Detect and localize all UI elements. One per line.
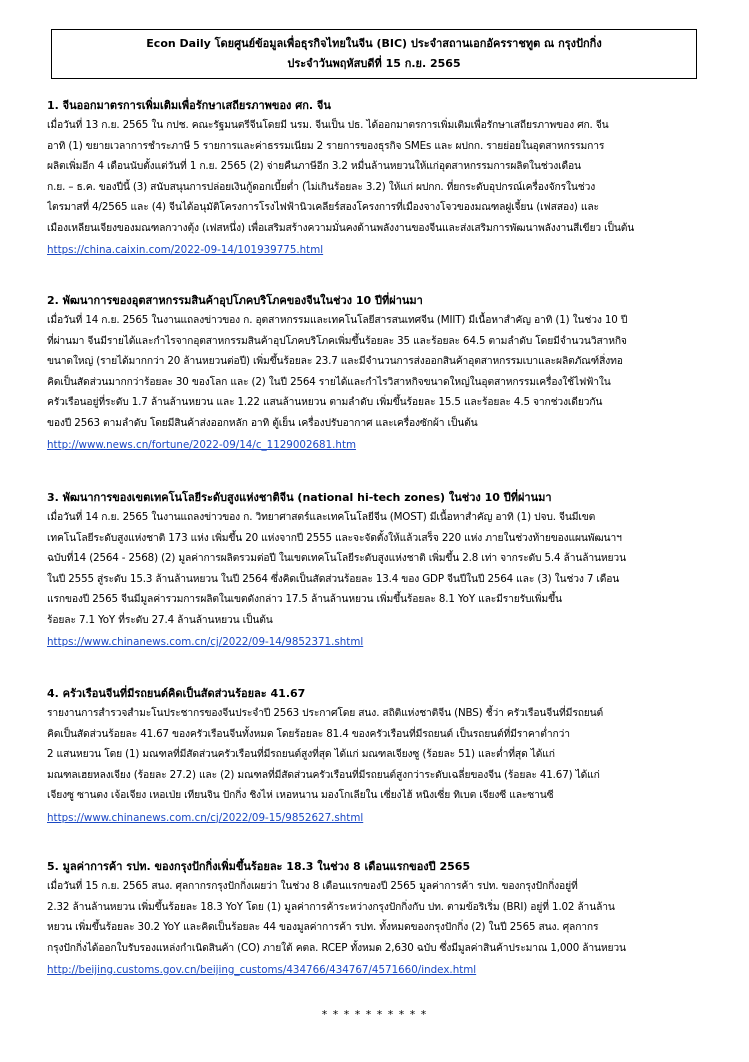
paragraph-line: คิดเป็นสัดส่วนมากกว่าร้อยละ 30 ของโลก และ (2) ในปี 2564 รายได้และกำไรวิสาหกิจขนาดใหญ่ในอุตสาหกรรมเครื่องใช้ไฟฟ้าใน — [47, 375, 611, 388]
paragraph-line: เมื่อวันที่ 14 ก.ย. 2565 ในงานแถลงข่าวของ ก. อุตสาหกรรมและเทคโนโลยีสารสนเทศจีน (MIIT) มีเนื้อหาสำคัญ อาทิ (1) ในช่วง 10 ปี — [47, 314, 628, 326]
paragraph-line: เจียงซู ซานตง เจ้อเจียง เหอเป่ย เทียนจิน ปักกิ่ง ชิงไห่ เหอหนาน มองโกเลียใน เซี่ยงไฮ้ หนิงเซี่ย ทิเบต เจียงซี และซานซี — [47, 789, 554, 801]
section-title: 5. มูลค่าการค้า รปท. ของกรุงปักกิ่งเพิ่มขึ้นร้อยละ 18.3 ในช่วง 8 เดือนแรกของปี 2565 — [47, 860, 471, 873]
news-section-5 — [47, 858, 727, 981]
section-title: 1. จีนออกมาตรการเพิ่มเติมเพื่อรักษาเสถียรภาพของ ศก. จีน — [47, 99, 331, 112]
news-section-3 — [47, 489, 727, 653]
header-date: ประจำวันพฤหัสบดีที่ 15 ก.ย. 2565 — [287, 57, 461, 70]
paragraph-line: ผลิตเพิ่มอีก 4 เดือนนับตั้งแต่วันที่ 1 ก.ย. 2565 (2) จ่ายคืนภาษีอีก 3.2 หมื่นล้านหยวนให้แก่อุตสาหกรรมการผลิตในช่วงเดือน — [47, 160, 581, 172]
paragraph-line: ไตรมาสที่ 4/2565 และ (4) จีนได้อนุมัติโครงการโรงไฟฟ้านิวเคลียร์สองโครงการที่เมืองจางโจวของมณฑลฝูเจี้ยน (เฟสสอง) และ — [47, 201, 599, 213]
source-link[interactable]: https://china.caixin.com/2022-09-14/101939775.html — [47, 244, 324, 256]
source-link[interactable]: http://www.news.cn/fortune/2022-09/14/c_1129002681.htm — [47, 439, 357, 451]
source-link[interactable]: https://www.chinanews.com.cn/cj/2022/09-15/9852627.shtml — [47, 811, 364, 824]
paragraph-line: ในปี 2555 สู่ระดับ 15.3 ล้านล้านหยวน ในปี 2564 ซึ่งคิดเป็นสัดส่วนร้อยละ 13.4 ของ GDP จีนปีในปี 2564 และ (3) ในช่วง 7 เดือน — [47, 572, 620, 585]
end-separator: * * * * * * * * * * — [321, 1008, 428, 1021]
section-title: 2. พัฒนาการของอุตสาหกรรมสินค้าอุปโภคบริโภคของจีนในช่วง 10 ปีที่ผ่านมา — [47, 294, 423, 307]
header-box — [51, 29, 697, 79]
paragraph-line: ก.ย. – ธ.ค. ของปีนี้ (3) สนับสนุนการปล่อยเงินกู้ดอกเบี้ยต่ำ (ไม่เกินร้อยละ 3.2) ให้แก่ ผปกก. ที่ยกระดับอุปกรณ์เครื่องจักรในช่วง — [47, 180, 596, 193]
paragraph-line: ขนาดใหญ่ (รายได้มากกว่า 20 ล้านหยวนต่อปี) เพิ่มขึ้นร้อยละ 23.7 และมีจำนวนการส่งออกสินค้าอุตสาหกรรมเบาและผลิตภัณฑ์สิ่งทอ — [47, 355, 623, 367]
paragraph-line: เทคโนโลยีระดับสูงแห่งชาติ 173 แห่ง เพิ่มขึ้น 20 แห่งจากปี 2555 และจะจัดตั้งให้แล้วเสร็จ 220 แห่ง ภายในช่วงท้ายของแผนพัฒนาฯ — [47, 531, 622, 544]
section-title: 3. พัฒนาการของเขตเทคโนโลยีระดับสูงแห่งชาติจีน (national hi-tech zones) ในช่วง 10 ปีที่ผ่านมา — [47, 491, 552, 504]
paragraph-line: หยวน เพิ่มขึ้นร้อยละ 30.2 YoY และคิดเป็นร้อยละ 44 ของมูลค่าการค้า รปท. ทั้งหมดของกรุงปักกิ่ง (2) ในปี 2565 สนง. ศุลกากร — [47, 921, 599, 933]
paragraph-line: เมื่อวันที่ 13 ก.ย. 2565 ใน กปช. คณะรัฐมนตรีจีนโดยมี นรม. จีนเป็น ปธ. ได้ออกมาตรการเพิ่มเติมเพื่อรักษาเสถียรภาพของ ศก. จีน — [47, 119, 609, 131]
paragraph-line: รายงานการสำรวจสำมะโนประชากรของจีนประจำปี 2563 ประกาศโดย สนง. สถิติแห่งชาติจีน (NBS) ชี้ว่า ครัวเรือนจีนที่มีรถยนต์ — [47, 707, 604, 719]
paragraph-line: เมื่อวันที่ 15 ก.ย. 2565 สนง. ศุลกากรกรุงปักกิ่งเผยว่า ในช่วง 8 เดือนแรกของปี 2565 มูลค่าการค้า รปท. ของกรุงปักกิ่งอยู่ที่ — [47, 880, 578, 892]
news-section-4 — [47, 685, 727, 828]
source-link[interactable]: http://beijing.customs.gov.cn/beijing_customs/434766/434767/4571660/index.html — [47, 964, 477, 976]
news-section-2 — [47, 292, 727, 456]
paragraph-line: อาทิ (1) ขยายเวลาการชำระภาษี 5 รายการและค่าธรรมเนียม 2 รายการของธุรกิจ SMEs และ ผปกก. รายย่อยในอุตสาหกรรมการ — [47, 139, 605, 152]
paragraph-line: คิดเป็นสัดส่วนร้อยละ 41.67 ของครัวเรือนจีนทั้งหมด โดยร้อยละ 81.4 ของครัวเรือนที่มีรถยนต์ เป็นรถยนต์ที่มีราคาต่ำกว่า — [47, 727, 570, 740]
paragraph-line: 2.32 ล้านล้านหยวน เพิ่มขึ้นร้อยละ 18.3 YoY โดย (1) มูลค่าการค้าระหว่างกรุงปักกิ่งกับ ปท. ตามข้อริเริ่ม (BRI) อยู่ที่ 1.02 ล้านล้าน — [47, 900, 615, 913]
paragraph-line: ของปี 2563 ตามลำดับ โดยมีสินค้าส่งออกหลัก อาทิ ตู้เย็น เครื่องปรับอากาศ และเครื่องซักผ้า เป็นต้น — [47, 416, 478, 429]
paragraph-line: เมื่อวันที่ 14 ก.ย. 2565 ในงานแถลงข่าวของ ก. วิทยาศาสตร์และเทคโนโลยีจีน (MOST) มีเนื้อหาสำคัญ อาทิ (1) ปจบ. จีนมีเขต — [47, 511, 596, 523]
paragraph-line: ที่ผ่านมา จีนมีรายได้และกำไรจากอุตสาหกรรมสินค้าอุปโภคบริโภคเพิ่มขึ้นร้อยละ 35 และร้อยละ 64.5 ตามลำดับ โดยมีจำนวนวิสาหกิจ — [47, 334, 627, 347]
paragraph-line: ฉบับที่14 (2564 - 2568) (2) มูลค่าการผลิตรวมต่อปี ในเขตเทคโนโลยีระดับสูงแห่งชาติ เพิ่มขึ้น 2.8 เท่า จากระดับ 5.4 ล้านล้านหยวน — [47, 552, 626, 564]
paragraph-line: แรกของปี 2565 จีนมีมูลค่ารวมการผลิตในเขตดังกล่าว 17.5 ล้านล้านหยวน เพิ่มขึ้นร้อยละ 8.1 YoY และมีรายรับเพิ่มขึ้น — [47, 593, 562, 605]
paragraph-line: ครัวเรือนอยู่ที่ระดับ 1.7 ล้านล้านหยวน และ 1.22 แสนล้านหยวน ตามลำดับ เพิ่มขึ้นร้อยละ 15.5 และร้อยละ 4.5 จากช่วงเดียวกัน — [47, 396, 603, 408]
paragraph-line: 2 แสนหยวน โดย (1) มณฑลที่มีสัดส่วนครัวเรือนที่มีรถยนต์สูงที่สุด ได้แก่ มณฑลเจียงซู (ร้อยละ 51) และต่ำที่สุด ได้แก่ — [47, 748, 555, 760]
paragraph-line: เมืองเหลียนเจียงของมณฑลกวางตุ้ง (เฟสหนึ่ง) เพื่อเสริมสร้างความมั่นคงด้านพลังงานของจีนและส่งเสริมการพัฒนาพลังงานสีเขียว เป็นต้น — [47, 221, 635, 234]
news-section-1 — [47, 97, 727, 261]
source-link[interactable]: https://www.chinanews.com.cn/cj/2022/09-14/9852371.shtml — [47, 636, 364, 648]
header-title: Econ Daily โดยศูนย์ข้อมูลเพื่อธุรกิจไทยในจีน (BIC) ประจำสถานเอกอัครราชทูต ณ กรุงปักกิ่ง — [146, 37, 602, 50]
section-title: 4. ครัวเรือนจีนที่มีรถยนต์คิดเป็นสัดส่วนร้อยละ 41.67 — [47, 687, 306, 700]
paragraph-line: กรุงปักกิ่งได้ออกใบรับรองแหล่งกำเนิดสินค้า (CO) ภายใต้ คตล. RCEP ทั้งหมด 2,630 ฉบับ ซึ่งมีมูลค่าสินค้าประมาณ 1,000 ล้านหยวน — [47, 941, 626, 954]
paragraph-line: มณฑลเฮยหลงเจียง (ร้อยละ 27.2) และ (2) มณฑลที่มีสัดส่วนครัวเรือนที่มีรถยนต์สูงกว่าระดับเฉลี่ยของจีน (ร้อยละ 41.67) ได้แก่ — [47, 768, 600, 781]
paragraph-line: ร้อยละ 7.1 YoY ที่ระดับ 27.4 ล้านล้านหยวน เป็นต้น — [47, 613, 273, 626]
